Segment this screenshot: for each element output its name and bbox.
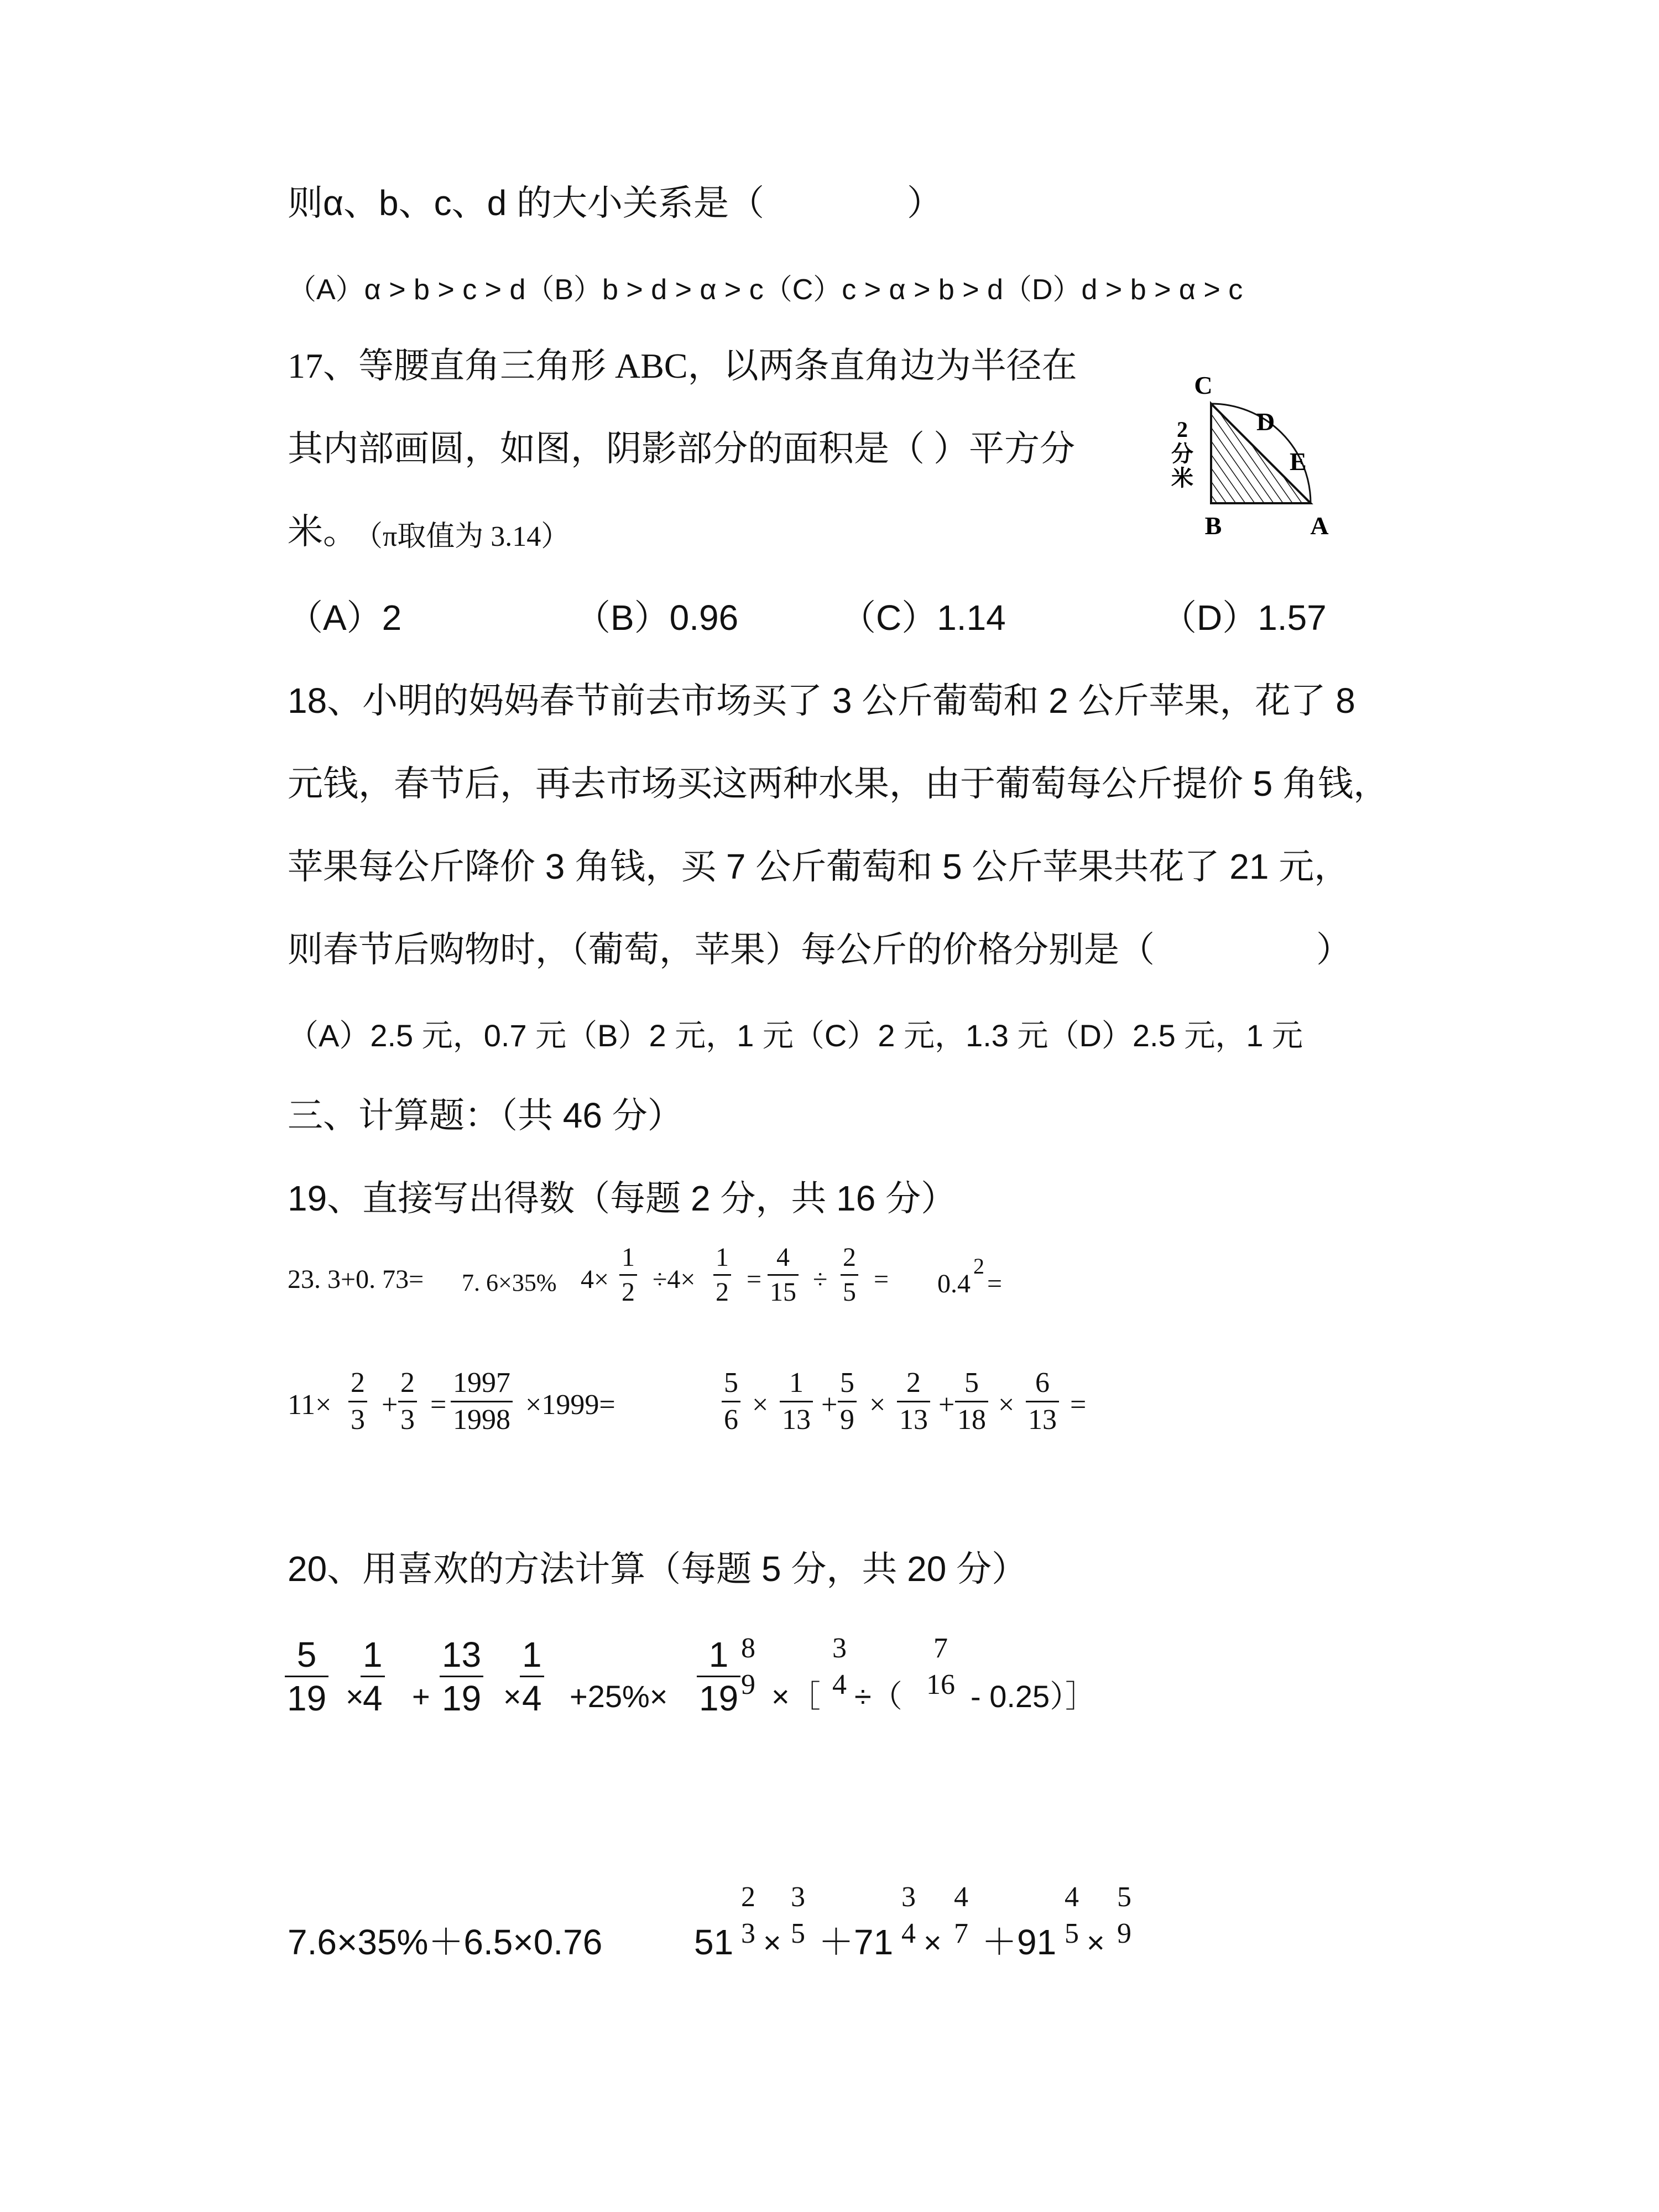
q20-e1-op4: +25%× [570, 1679, 668, 1714]
q19-expr4-op: ÷ [813, 1265, 828, 1294]
q19-row2-b-op1: × [752, 1389, 769, 1421]
q19-expr3-eq: = [747, 1265, 762, 1294]
q18-line4: 则春节后购物时，（葡萄，苹果）每公斤的价格分别是（ [288, 930, 1155, 969]
label-c: C [1194, 371, 1213, 399]
q19-frac-1-2-b: 1 2 [713, 1244, 731, 1306]
q19-frac-2-13: 2 13 [897, 1369, 930, 1434]
q20-e4-op5: × [1087, 1925, 1105, 1960]
q16-paren-close: ） [907, 183, 942, 223]
q17-line2: 其内部画圆，如图，阴影部分的面积是（ ）平方分 [288, 429, 1075, 468]
side-label-2: 2 [1177, 417, 1188, 442]
label-b: B [1204, 512, 1222, 540]
q20-frac-3-5: 3 5 [791, 1881, 805, 1949]
q20-e2-op3: - 0.25）］ [971, 1679, 1097, 1714]
q19-expr3-pre: 4× [581, 1265, 609, 1294]
triangle-figure [1167, 365, 1355, 547]
q19-row2-a-tail: ×1999= [525, 1389, 615, 1421]
q20-frac-5-9: 5 9 [1117, 1881, 1131, 1949]
q20-expr3: 7.6×35%＋6.5×0.76 [288, 1922, 603, 1962]
q19-frac-5-9: 5 9 [838, 1369, 857, 1434]
q19-expr5-eq: = [987, 1269, 1003, 1298]
q19-row2-b-op2: + [821, 1389, 838, 1421]
q19-row2-a-pre: 11× [288, 1389, 332, 1421]
q18-line2: 元钱，春节后，再去市场买这两种水果，由于葡萄每公斤提价 5 角钱， [288, 764, 1389, 804]
q16-options: （A）α > b > c > d（B）b > d > α > c（C）c > α > b > d（D）d > b > α > c [288, 274, 1243, 306]
q20-e4-op2: ＋71 [818, 1922, 894, 1962]
q19-row2-b-eq: = [1070, 1389, 1087, 1421]
q19-expr5-base: 0.4 [937, 1269, 971, 1298]
q20-frac-1-4-b: 1 4 [520, 1637, 544, 1716]
label-d: D [1256, 408, 1275, 436]
q19-frac-5-6: 5 6 [722, 1369, 740, 1434]
q20-e4-op4: ＋91 [982, 1922, 1057, 1962]
q18-options: （A）2.5 元，0.7 元（B）2 元，1 元（C）2 元，1.3 元（D）2.5 元，1 元 [288, 1018, 1303, 1053]
q20-title: 20、用喜欢的方法计算（每题 5 分，共 20 分） [288, 1549, 1027, 1589]
q19-row2-b-op4: + [938, 1389, 955, 1421]
q19-row2-a-plus: + [382, 1389, 398, 1421]
q20-e4-op3: × [924, 1925, 942, 1960]
section3-title: 三、计算题：（共 46 分） [288, 1095, 683, 1135]
q19-frac-6-13: 6 13 [1026, 1369, 1059, 1434]
q19-frac-2-3-a: 2 3 [348, 1369, 367, 1434]
q20-e1-op2: + [412, 1679, 430, 1714]
side-label-fen: 分 [1171, 441, 1193, 466]
q20-e2-op2: ÷（ [854, 1679, 902, 1714]
q19-frac-2-3-b: 2 3 [398, 1369, 417, 1434]
q20-e4-op1: × [763, 1925, 781, 1960]
q19-expr1: 23. 3+0. 73= [288, 1265, 424, 1294]
q17-option-c: （C）1.14 [841, 598, 1006, 638]
q20-frac-4-5: 4 5 [1065, 1881, 1079, 1949]
q20-e1-op3: × [503, 1679, 521, 1714]
q19-frac-1-13: 1 13 [780, 1369, 813, 1434]
q17-line1: 17、等腰直角三角形 ABC，以两条直角边为半径在 [288, 346, 1077, 385]
q19-row2-b-op3: × [869, 1389, 886, 1421]
q17-option-d: （D）1.57 [1161, 598, 1327, 638]
q20-frac-1-4-a: 1 4 [361, 1637, 385, 1716]
q19-expr4-eq: = [874, 1265, 889, 1294]
side-label-mi: 米 [1171, 466, 1193, 491]
q17-option-b: （B）0.96 [575, 598, 739, 638]
q20-frac-8-9: 8 9 [741, 1632, 755, 1700]
q20-e4-w1: 51 [694, 1922, 734, 1962]
q19-frac-4-15: 4 15 [768, 1244, 799, 1306]
q16-stem-tail: 则α、b、c、d 的大小关系是（ [288, 183, 764, 223]
q19-frac-1997-1998: 1997 1998 [451, 1369, 513, 1434]
q20-frac-2-3: 2 3 [741, 1881, 755, 1949]
q20-frac-4-7: 4 7 [954, 1881, 968, 1949]
q19-title: 19、直接写出得数（每题 2 分，共 16 分） [288, 1178, 957, 1218]
q20-frac-3-4: 3 4 [832, 1632, 847, 1700]
q20-frac-7-16: 7 16 [926, 1632, 955, 1700]
q20-frac-3-4b: 3 4 [901, 1881, 916, 1949]
q20-frac-5-19: 5 19 [285, 1637, 328, 1716]
q18-line3: 苹果每公斤降价 3 角钱，买 7 公斤葡萄和 5 公斤苹果共花了 21 元， [288, 847, 1350, 886]
q19-expr2: 7. 6×35% [462, 1269, 557, 1296]
label-a: A [1310, 512, 1329, 540]
q17-line3-note: （π取值为 3.14） [354, 521, 570, 552]
q19-frac-1-2-a: 1 2 [619, 1244, 637, 1306]
q20-e1-op1: × [346, 1679, 364, 1714]
q20-frac-13-19: 13 19 [440, 1637, 483, 1716]
q19-row2-a-eq: = [430, 1389, 447, 1421]
label-e: E [1290, 447, 1307, 476]
q19-frac-5-18: 5 18 [955, 1369, 988, 1434]
q19-row2-b-op5: × [998, 1389, 1015, 1421]
q19-expr3-mid: ÷4× [653, 1265, 696, 1294]
q18-paren-close: ） [1316, 930, 1352, 969]
q20-e2-op1: ×［ [771, 1679, 821, 1714]
q18-line1: 18、小明的妈妈春节前去市场买了 3 公斤葡萄和 2 公斤苹果，花了 8 [288, 681, 1355, 721]
q20-frac-1-19: 1 19 [697, 1637, 740, 1716]
q17-line3-main: 米。 [288, 512, 358, 551]
q17-option-a: （A）2 [288, 598, 402, 638]
q19-expr5-exp: 2 [973, 1254, 984, 1279]
q19-frac-2-5: 2 5 [841, 1244, 858, 1306]
